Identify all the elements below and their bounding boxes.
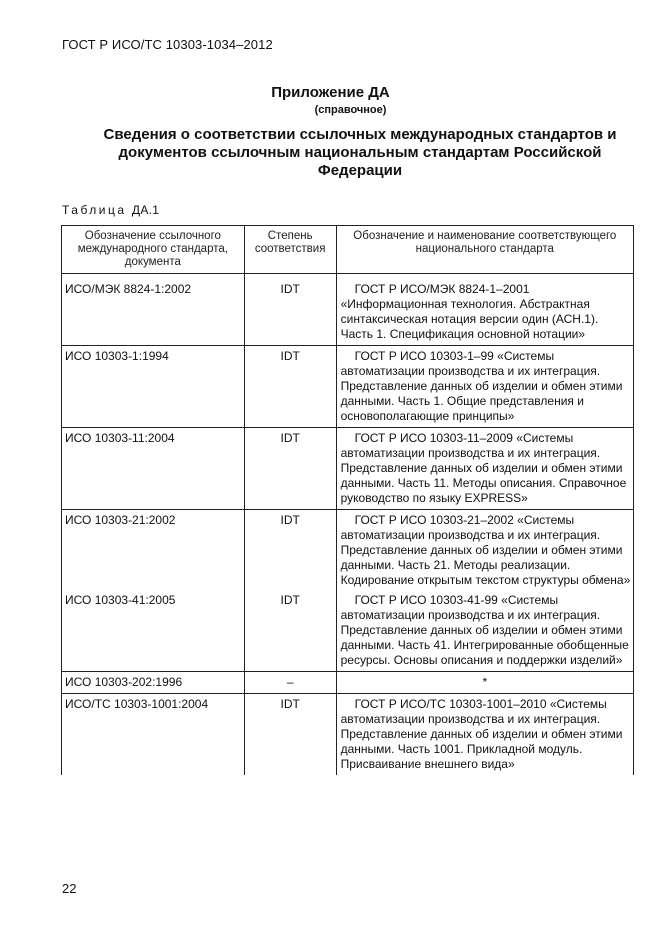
reference-standard-cell: ИСО 10303-1:1994	[62, 346, 245, 428]
table-row	[62, 694, 634, 776]
header-degree: Степень соответствия	[244, 226, 336, 274]
national-standard-cell	[336, 694, 633, 776]
table-header-row	[62, 226, 634, 274]
table-row	[62, 510, 634, 592]
reference-standard-cell: ИСО/ТС 10303-1001:2004	[62, 694, 245, 776]
degree-cell: IDT	[244, 428, 336, 510]
table-row	[62, 672, 634, 694]
degree-cell: –	[244, 672, 336, 694]
reference-standard-cell: ИСО 10303-21:2002	[62, 510, 245, 592]
reference-standard-cell: ИСО 10303-202:1996	[62, 672, 245, 694]
appendix-heading	[70, 126, 650, 180]
table-row	[62, 346, 634, 428]
national-standard-cell	[336, 510, 633, 592]
national-standard-text: ГОСТ Р ИСО/ТС 10303-1001–2010 «Системы автоматизации производства и их интеграция. Представление данных об изделии и обмен этими данными. Часть 1001. Прикладной модуль. Присваивание внешнего вида»	[340, 697, 623, 771]
appendix-subtitle: (справочное)	[314, 104, 387, 116]
national-standard-cell: *	[336, 672, 633, 694]
table-caption-word: Таблица	[62, 203, 127, 217]
national-standard-text: ГОСТ Р ИСО 10303-11–2009 «Системы автоматизации производства и их интеграция. Представление данных об изделии и обмен этими данными. Часть 11. Методы описания. Справочное руководство по языку EXPRESS»	[340, 431, 627, 505]
national-standard-cell	[336, 346, 633, 428]
degree-cell: IDT	[244, 274, 336, 346]
appendix-heading-line: Сведения о соответствии ссылочных международных стандартов и	[103, 126, 617, 143]
table-row	[62, 428, 634, 510]
national-standard-text: ГОСТ Р ИСО 10303-1–99 «Системы автоматизации производства и их интеграция. Представление данных об изделии и обмен этими данными. Часть 1. Общие представления и основополагающие принципы»	[340, 349, 623, 423]
national-standard-cell	[336, 274, 633, 346]
appendix-title: Приложение ДА	[271, 84, 390, 101]
national-standard-text: ГОСТ Р ИСО 10303-21–2002 «Системы автоматизации производства и их интеграция. Представление данных об изделии и обмен этими данными. Часть 21. Методы реализации. Кодирование открытым текстом структуры обмена»	[340, 513, 631, 587]
degree-cell: IDT	[244, 591, 336, 672]
degree-cell: IDT	[244, 346, 336, 428]
appendix-heading-line: документов ссылочным национальным стандартам Российской	[118, 144, 602, 161]
national-standard-text: ГОСТ Р ИСО/МЭК 8824-1–2001 «Информационная технология. Абстрактная синтаксическая нотация версии один (АСН.1). Часть 1. Спецификация основной нотации»	[340, 282, 599, 341]
degree-cell: IDT	[244, 510, 336, 592]
page-number: 22	[62, 881, 77, 896]
reference-standard-cell: ИСО 10303-41:2005	[62, 591, 245, 672]
table-row	[62, 274, 634, 346]
reference-standard-cell: ИСО/МЭК 8824-1:2002	[62, 274, 245, 346]
table-caption-number: ДА.1	[131, 203, 160, 217]
national-standard-cell	[336, 428, 633, 510]
header-reference-standard: Обозначение ссылочного международного стандарта, документа	[62, 226, 245, 274]
table-caption	[62, 203, 159, 217]
national-standard-text: ГОСТ Р ИСО 10303-41-99 «Системы автоматизации производства и их интеграция. Представление данных об изделии и обмен этими данными. Часть 41. Интегрированные обобщенные ресурсы. Основы описания и поддержки изделий»	[340, 593, 629, 667]
appendix-heading-line: Федерации	[317, 162, 403, 179]
table-row	[62, 591, 634, 672]
degree-cell: IDT	[244, 694, 336, 776]
correspondence-table	[61, 225, 634, 775]
header-national-standard: Обозначение и наименование соответствующего национального стандарта	[336, 226, 633, 274]
national-standard-cell	[336, 591, 633, 672]
reference-standard-cell: ИСО 10303-11:2004	[62, 428, 245, 510]
document-code-header: ГОСТ Р ИСО/ТС 10303-1034–2012	[62, 37, 273, 52]
